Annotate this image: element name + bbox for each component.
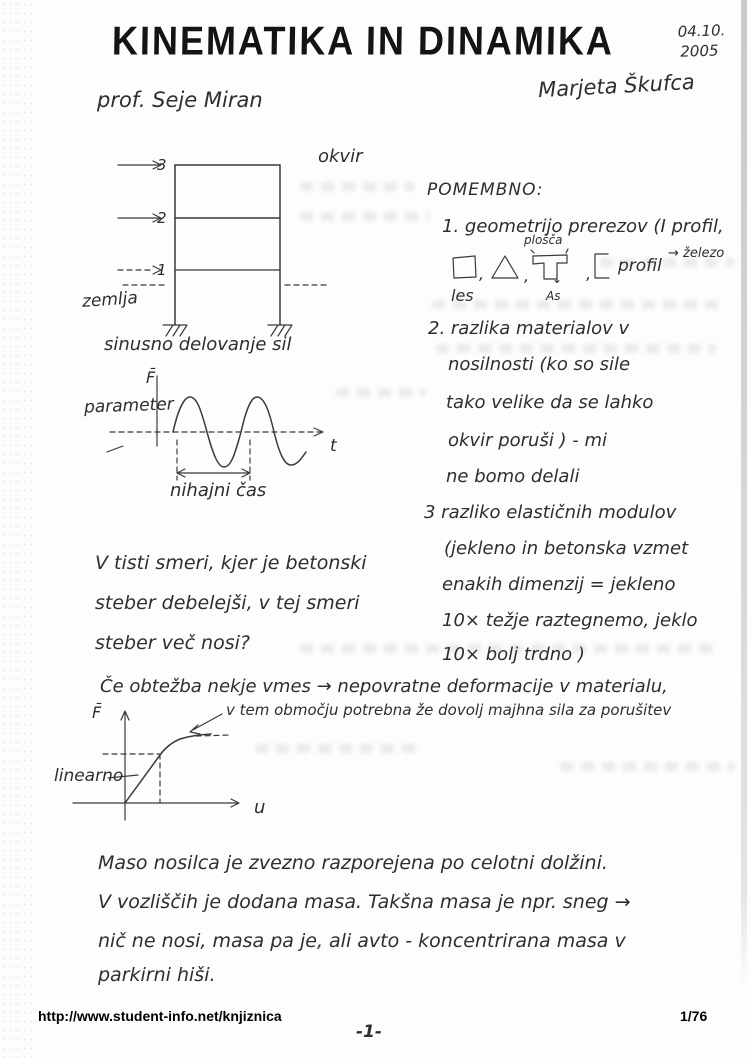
steel-note: → železo [668,246,725,261]
sine-force-axis-label: F̄ [146,368,156,387]
mass-line: Maso nosilca je zvezno razporejena po celotni dolžini. [98,852,608,874]
sine-load-diagram [85,368,365,498]
separator-comma: , [479,264,485,283]
question-line: steber debelejši, v tej smeri [95,592,360,614]
period-label: nihajni čas [170,480,267,501]
footer-url: http://www.student-info.net/knjiznica [38,1008,282,1024]
item2-line: ne bomo delali [446,466,580,487]
mass-line: V vozliščih je dodana masa. Takšna masa je npr. sneg → [98,891,631,913]
fu-displacement-axis-label: u [254,797,266,818]
c-profile-label: profil [618,256,662,276]
parameter-pointer [107,446,123,452]
separator-comma: , [586,264,592,283]
triangle-section-icon [492,256,518,278]
c-profile-icon [595,254,609,278]
page-title: KINEMATIKA IN DINAMIKA [111,17,615,64]
date [677,21,726,62]
deformation-line-2: v tem območju potrebna že dovolj majhna sila za porušitev [226,701,672,719]
item3-line: 10× težje raztegnemo, jeklo [442,610,698,631]
question-line: V tisti smeri, kjer je betonski [95,552,367,574]
plate-brace-marks [531,249,568,253]
professor-name: prof. Seje Miran [97,88,263,112]
frame-structure-diagram [88,148,398,348]
item2-line: tako velike da se lahko [446,392,654,413]
item3-line: enakih dimenzij = jekleno [442,574,676,595]
deformation-line-1: Če obtežba nekje vmes → nepovratne deformacije v materialu, [100,676,668,697]
wood-label: les [451,286,474,305]
square-section-icon [453,256,476,278]
item2-line: okvir poruši ) - mi [448,430,608,451]
item2-line: nosilnosti (ko so sile [448,354,631,375]
handwritten-page-number: -1- [356,1022,382,1042]
mass-line: parkirni hiši. [98,964,216,986]
fu-x-axis [73,799,239,807]
important-item1: 1. geometrijo prerezov (I profil, [442,216,724,237]
annotation-arrow [190,714,222,734]
frame-level-3-label: 3 [157,156,167,174]
sine-time-axis-label: t [330,436,337,456]
important-heading: POMEMBNO: [427,180,544,200]
frame-level-2-label: 2 [157,209,167,227]
load-arrow-2 [118,214,161,222]
scan-shadow-right-edge [741,0,747,988]
item2-line: 2. razlika materialov v [428,318,630,339]
fu-force-axis-label: F̄ [92,703,102,722]
period-guides [177,440,250,480]
load-arrow-3 [118,161,161,169]
ground-label: zemlja [81,288,139,312]
date-line-2: 2005 [680,40,719,61]
frame-label-okvir: okvir [318,146,363,167]
force-displacement-diagram [48,702,308,822]
item3-line: (jekleno in betonska vzmet [444,538,689,559]
fu-curve [125,734,211,803]
frame-caption: sinusno delovanje sil [104,334,292,355]
date-line-1: 04.10. [677,21,726,41]
item3-line: 3 razliko elastičnih modulov [424,502,677,523]
period-dimension [177,469,250,477]
scan-artifact [436,344,716,353]
plate-label: plošča [524,233,563,247]
author-signature: Marjeta Škufca [537,69,696,103]
separator-comma: , [524,266,530,285]
item3-line: 10× bolj trdno ) [442,644,585,665]
scan-artifact [560,762,735,771]
question-line: steber več nosi? [95,632,250,654]
linear-label: linearno [54,766,124,786]
frame-level-1-label: 1 [157,261,167,279]
mass-line: nič ne nosi, masa pa je, ali avto - koncentrirana masa v [98,930,626,952]
cross-section-shapes [445,232,745,307]
footer-page-indicator: 1/76 [680,1008,708,1024]
scan-noise-left [0,0,34,1058]
parameter-label: parameter [83,394,175,418]
reinforcement-label: As [546,289,561,303]
arrow-down-icon: ↓ [552,272,563,286]
